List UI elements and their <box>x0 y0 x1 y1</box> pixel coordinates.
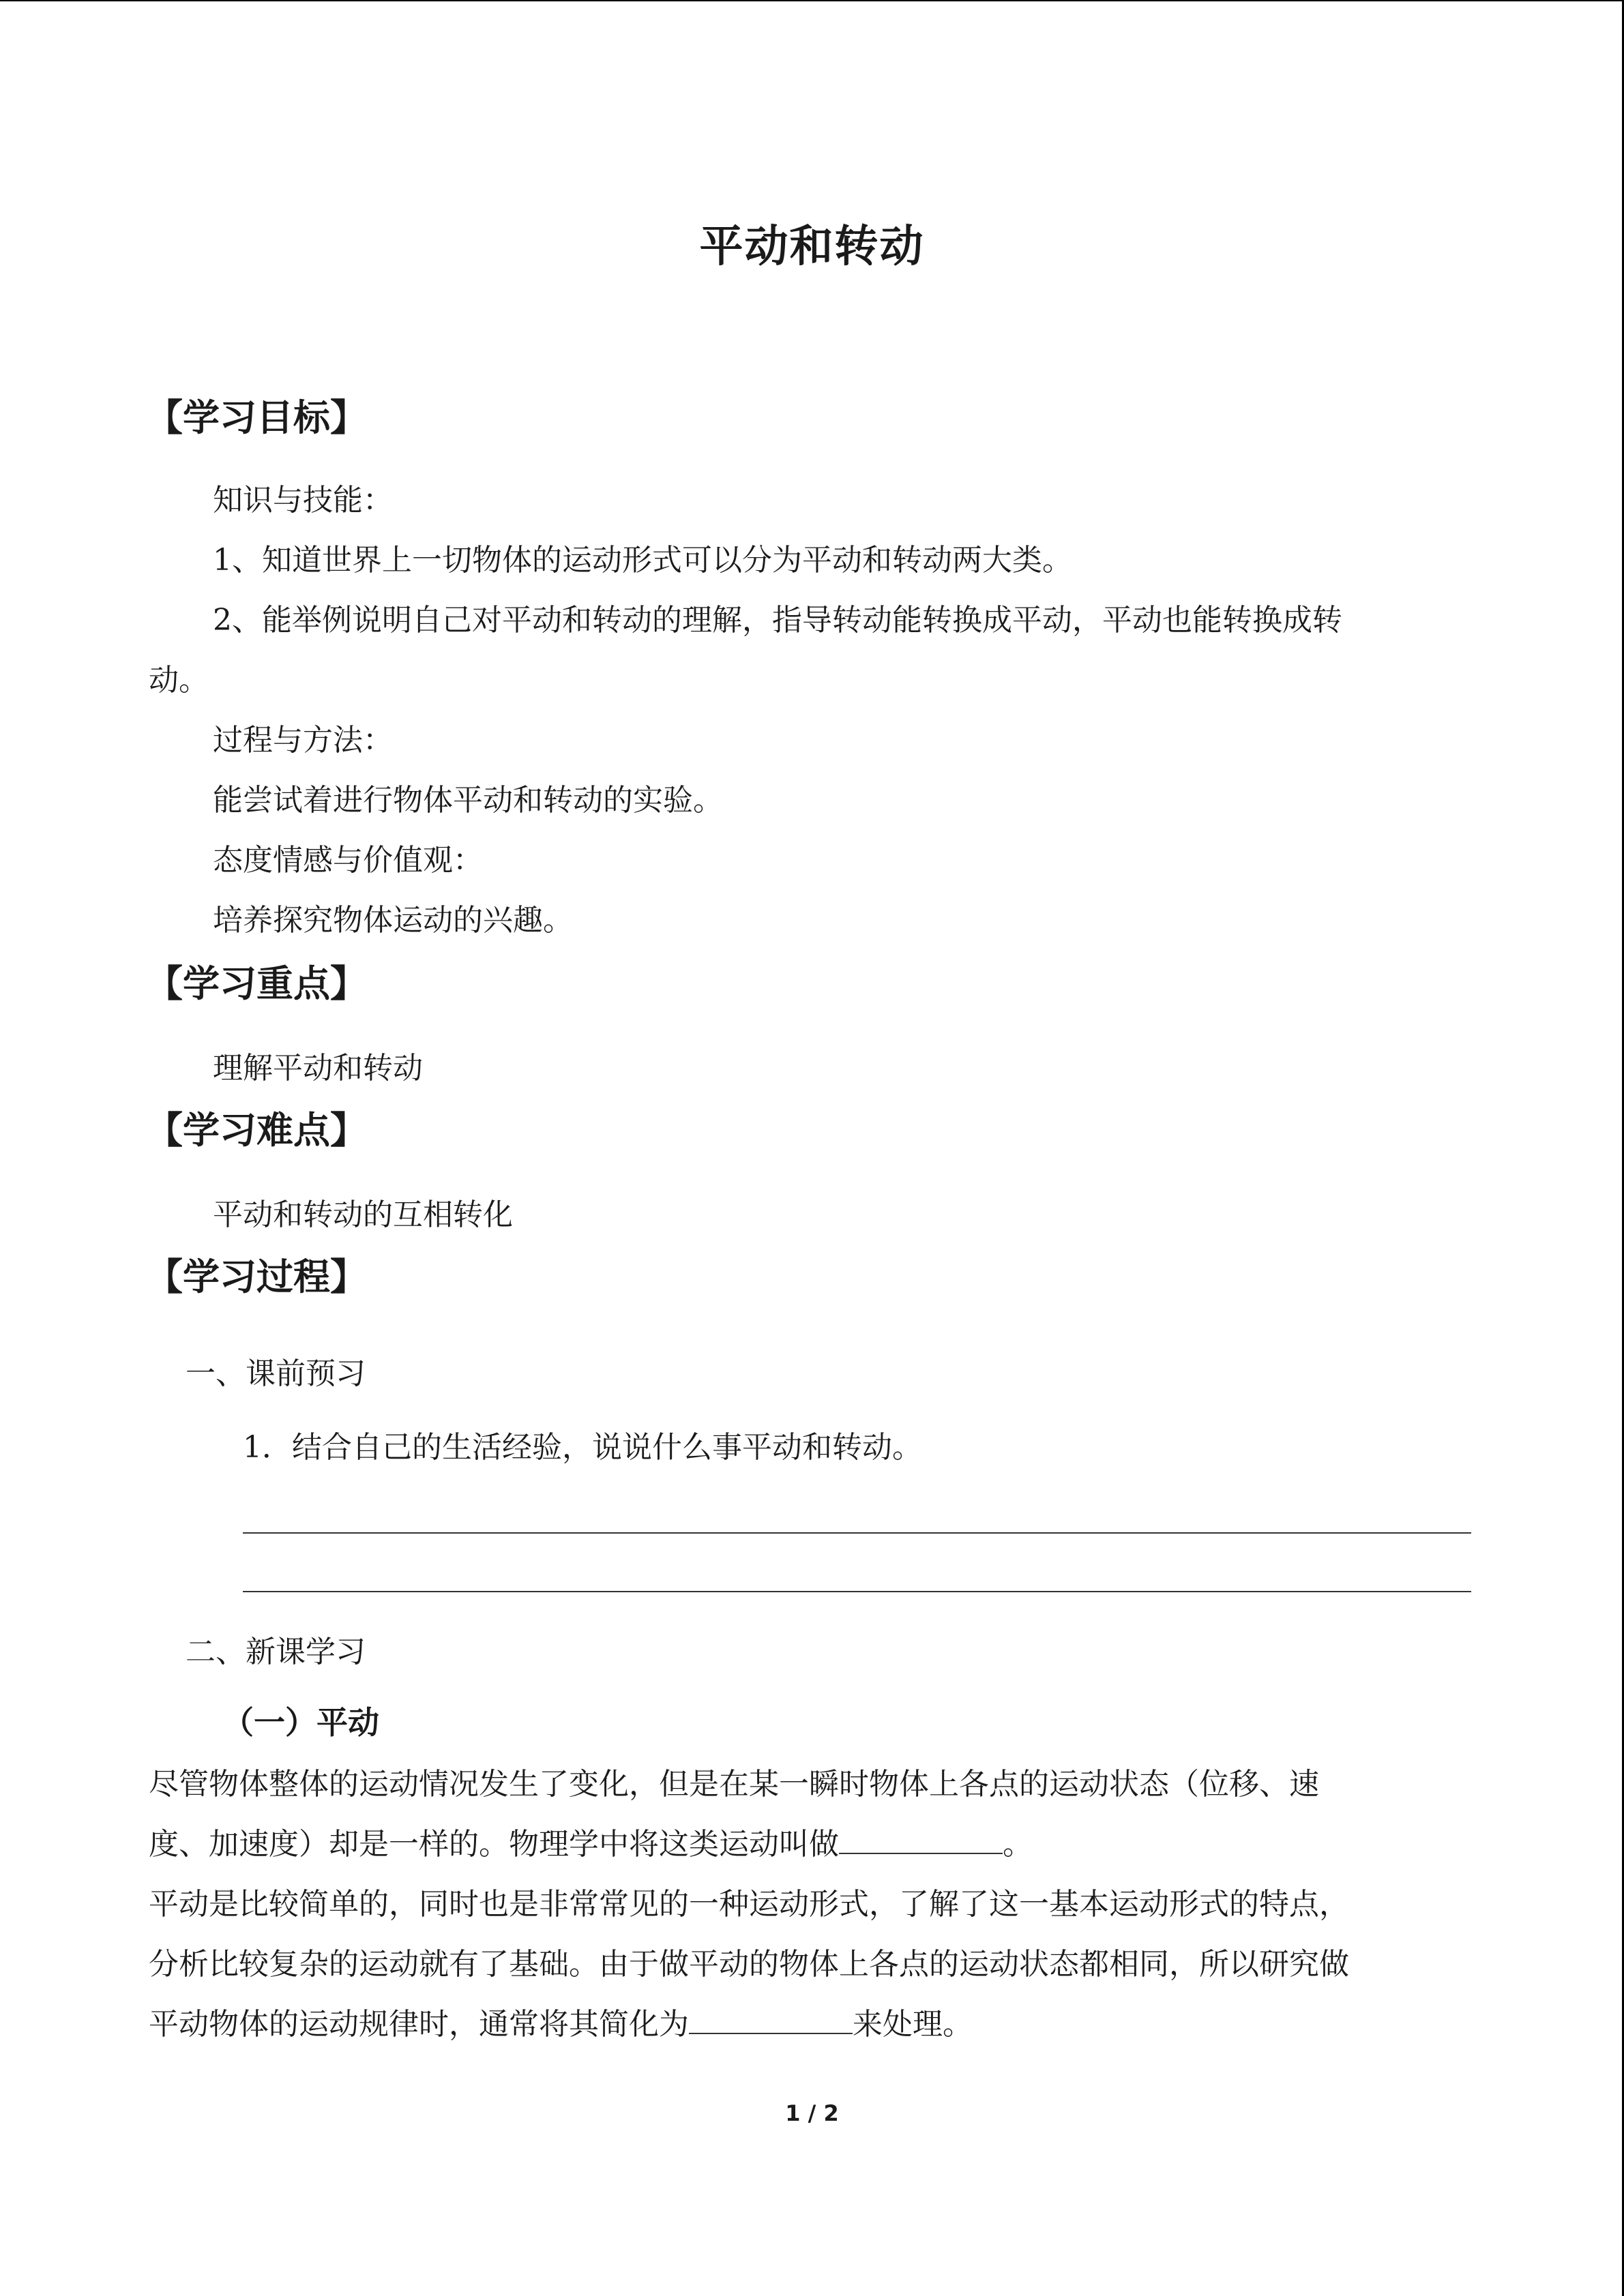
para1-line2-end: 。 <box>1003 1827 1033 1862</box>
fill-blank-2[interactable] <box>689 2003 853 2034</box>
fill-blank-1[interactable] <box>839 1823 1003 1854</box>
para2-line3 <box>149 1999 973 2043</box>
objective-item-2-line2: 动。 <box>149 663 209 698</box>
process-text: 能尝试着进行物体平动和转动的实验。 <box>213 783 723 818</box>
objective-item-1: 1、知道世界上一切物体的运动形式可以分为平动和转动两大类。 <box>213 543 1072 578</box>
answer-line-2[interactable] <box>243 1591 1471 1592</box>
heading-key-points: 【学习重点】 <box>146 962 367 1005</box>
difficulties-text: 平动和转动的互相转化 <box>213 1197 513 1232</box>
para1-line2 <box>149 1819 1033 1863</box>
objective-item-2-line1: 2、能举例说明自己对平动和转动的理解，指导转动能转换成平动，平动也能转换成转 <box>213 603 1342 638</box>
process-label: 过程与方法： <box>213 723 393 758</box>
page-top-border <box>0 0 1623 1</box>
para1-line1: 尽管物体整体的运动情况发生了变化，但是在某一瞬时物体上各点的运动状态（位移、速 <box>149 1767 1319 1802</box>
para2-line1: 平动是比较简单的，同时也是非常常见的一种运动形式，了解了这一基本运动形式的特点， <box>149 1887 1349 1922</box>
para1-line2-text: 度、加速度）却是一样的。物理学中将这类运动叫做 <box>149 1827 839 1862</box>
page-title: 平动和转动 <box>699 222 925 272</box>
para2-line3-text: 平动物体的运动规律时，通常将其简化为 <box>149 2007 689 2042</box>
page-number: 1 / 2 <box>785 2100 839 2126</box>
preview-title: 一、课前预习 <box>186 1356 366 1391</box>
attitude-text: 培养探究物体运动的兴趣。 <box>213 903 573 938</box>
answer-line-1[interactable] <box>243 1532 1471 1534</box>
preview-question-1: 1．结合自己的生活经验，说说什么事平动和转动。 <box>243 1430 922 1465</box>
para2-line2: 分析比较复杂的运动就有了基础。由于做平动的物体上各点的运动状态都相同，所以研究做 <box>149 1947 1349 1982</box>
attitude-label: 态度情感与价值观： <box>213 843 483 878</box>
new-lesson-title: 二、新课学习 <box>186 1635 366 1669</box>
heading-process: 【学习过程】 <box>146 1255 367 1298</box>
para2-line3-end: 来处理。 <box>853 2007 973 2042</box>
key-points-text: 理解平动和转动 <box>213 1051 423 1086</box>
heading-objectives: 【学习目标】 <box>146 396 367 439</box>
knowledge-label: 知识与技能： <box>213 483 393 518</box>
subsection-translation-title: （一）平动 <box>222 1704 379 1741</box>
heading-difficulties: 【学习难点】 <box>146 1109 367 1152</box>
